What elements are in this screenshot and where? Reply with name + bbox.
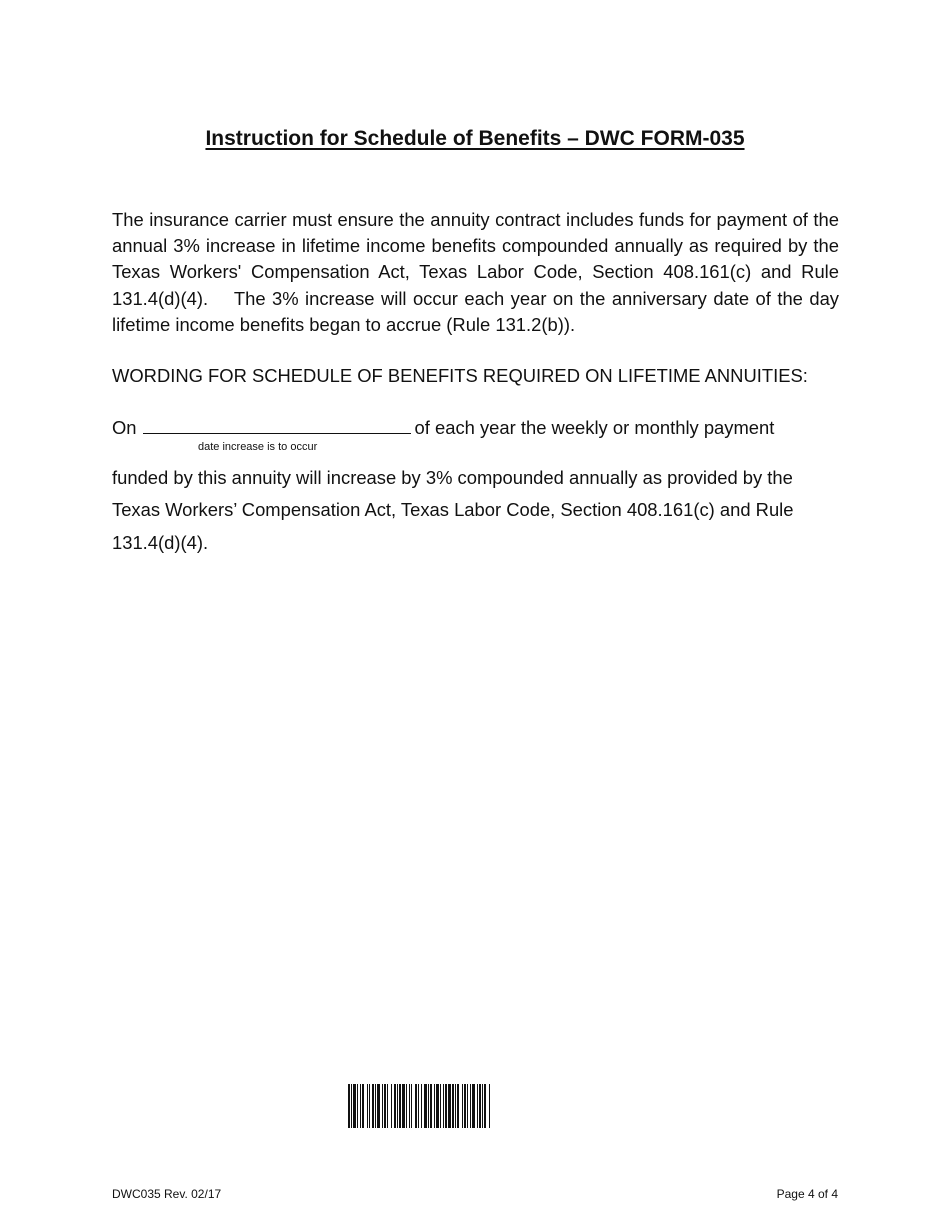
barcode-bar	[484, 1084, 486, 1128]
intro-paragraph: The insurance carrier must ensure the annuity contract includes funds for payment of the annual 3% increase in lifetime income benefits compounded annually as required by the Texas Workers' Compensation Act, Texas Labor Code, Section 408.161(c) and Rule 131.4(d)(4). The 3% increase will occur each year on the anniversary date of the day lifetime income benefits began to accrue (Rule 131.2(b)).	[112, 209, 839, 335]
barcode-bar	[421, 1084, 422, 1128]
barcode-bar	[489, 1084, 490, 1128]
barcode-bar	[462, 1084, 463, 1128]
barcode-bar	[369, 1084, 370, 1128]
barcode-bar	[464, 1084, 466, 1128]
page-number: Page 4 of 4	[776, 1187, 838, 1201]
barcode-bar	[477, 1084, 478, 1128]
barcode-bar	[372, 1084, 374, 1128]
barcode-bar	[360, 1084, 361, 1128]
barcode-bar	[348, 1084, 350, 1128]
barcode-bar	[448, 1084, 451, 1128]
barcode-bar	[443, 1084, 444, 1128]
barcode-bar	[457, 1084, 459, 1128]
barcode-bar	[424, 1084, 427, 1128]
barcode-bar	[399, 1084, 401, 1128]
barcode-icon	[348, 1084, 602, 1128]
barcode-bar	[440, 1084, 441, 1128]
barcode-bar	[387, 1084, 388, 1128]
barcode-bar	[415, 1084, 417, 1128]
barcode-bar	[377, 1084, 380, 1128]
date-increase-blank[interactable]	[143, 415, 411, 434]
barcode-bar	[394, 1084, 396, 1128]
barcode-bar	[430, 1084, 432, 1128]
barcode-bar	[357, 1084, 358, 1128]
barcode-bar	[434, 1084, 435, 1128]
barcode-bar	[455, 1084, 456, 1128]
barcode-bar	[418, 1084, 419, 1128]
barcode-bar	[406, 1084, 407, 1128]
barcode-bar	[482, 1084, 483, 1128]
barcode-bar	[382, 1084, 383, 1128]
wording-continued: funded by this annuity will increase by 3% compounded annually as provided by the Texas Workers’ Compensation Act, Texas Labor Code, Section 408.161(c) and Rule 131.4(d)(4).	[112, 467, 794, 553]
barcode-bar	[467, 1084, 468, 1128]
barcode-bar	[472, 1084, 475, 1128]
page-title-text: Instruction for Schedule of Benefits – DWC FORM-035	[205, 127, 745, 150]
barcode-bar	[362, 1084, 364, 1128]
barcode-bar	[375, 1084, 376, 1128]
barcode-bar	[384, 1084, 386, 1128]
barcode-bar	[428, 1084, 429, 1128]
wording-on-label: On	[112, 417, 137, 438]
barcode-bar	[436, 1084, 439, 1128]
barcode-bar	[411, 1084, 412, 1128]
barcode-bar	[452, 1084, 454, 1128]
barcode-bar	[367, 1084, 368, 1128]
wording-first-line	[112, 415, 774, 440]
barcode-bar	[470, 1084, 471, 1128]
blank-caption: date increase is to occur	[198, 441, 318, 453]
barcode-bar	[479, 1084, 481, 1128]
barcode-bar	[351, 1084, 352, 1128]
barcode-bar	[353, 1084, 356, 1128]
page-title	[0, 126, 950, 152]
barcode-bar	[391, 1084, 392, 1128]
barcode-bar	[397, 1084, 398, 1128]
wording-heading: WORDING FOR SCHEDULE OF BENEFITS REQUIRED ON LIFETIME ANNUITIES:	[112, 365, 808, 386]
barcode-bar	[409, 1084, 410, 1128]
barcode-bar	[445, 1084, 447, 1128]
wording-after-blank: of each year the weekly or monthly payment	[414, 417, 775, 438]
barcode-bar	[402, 1084, 405, 1128]
form-revision: DWC035 Rev. 02/17	[112, 1187, 222, 1201]
